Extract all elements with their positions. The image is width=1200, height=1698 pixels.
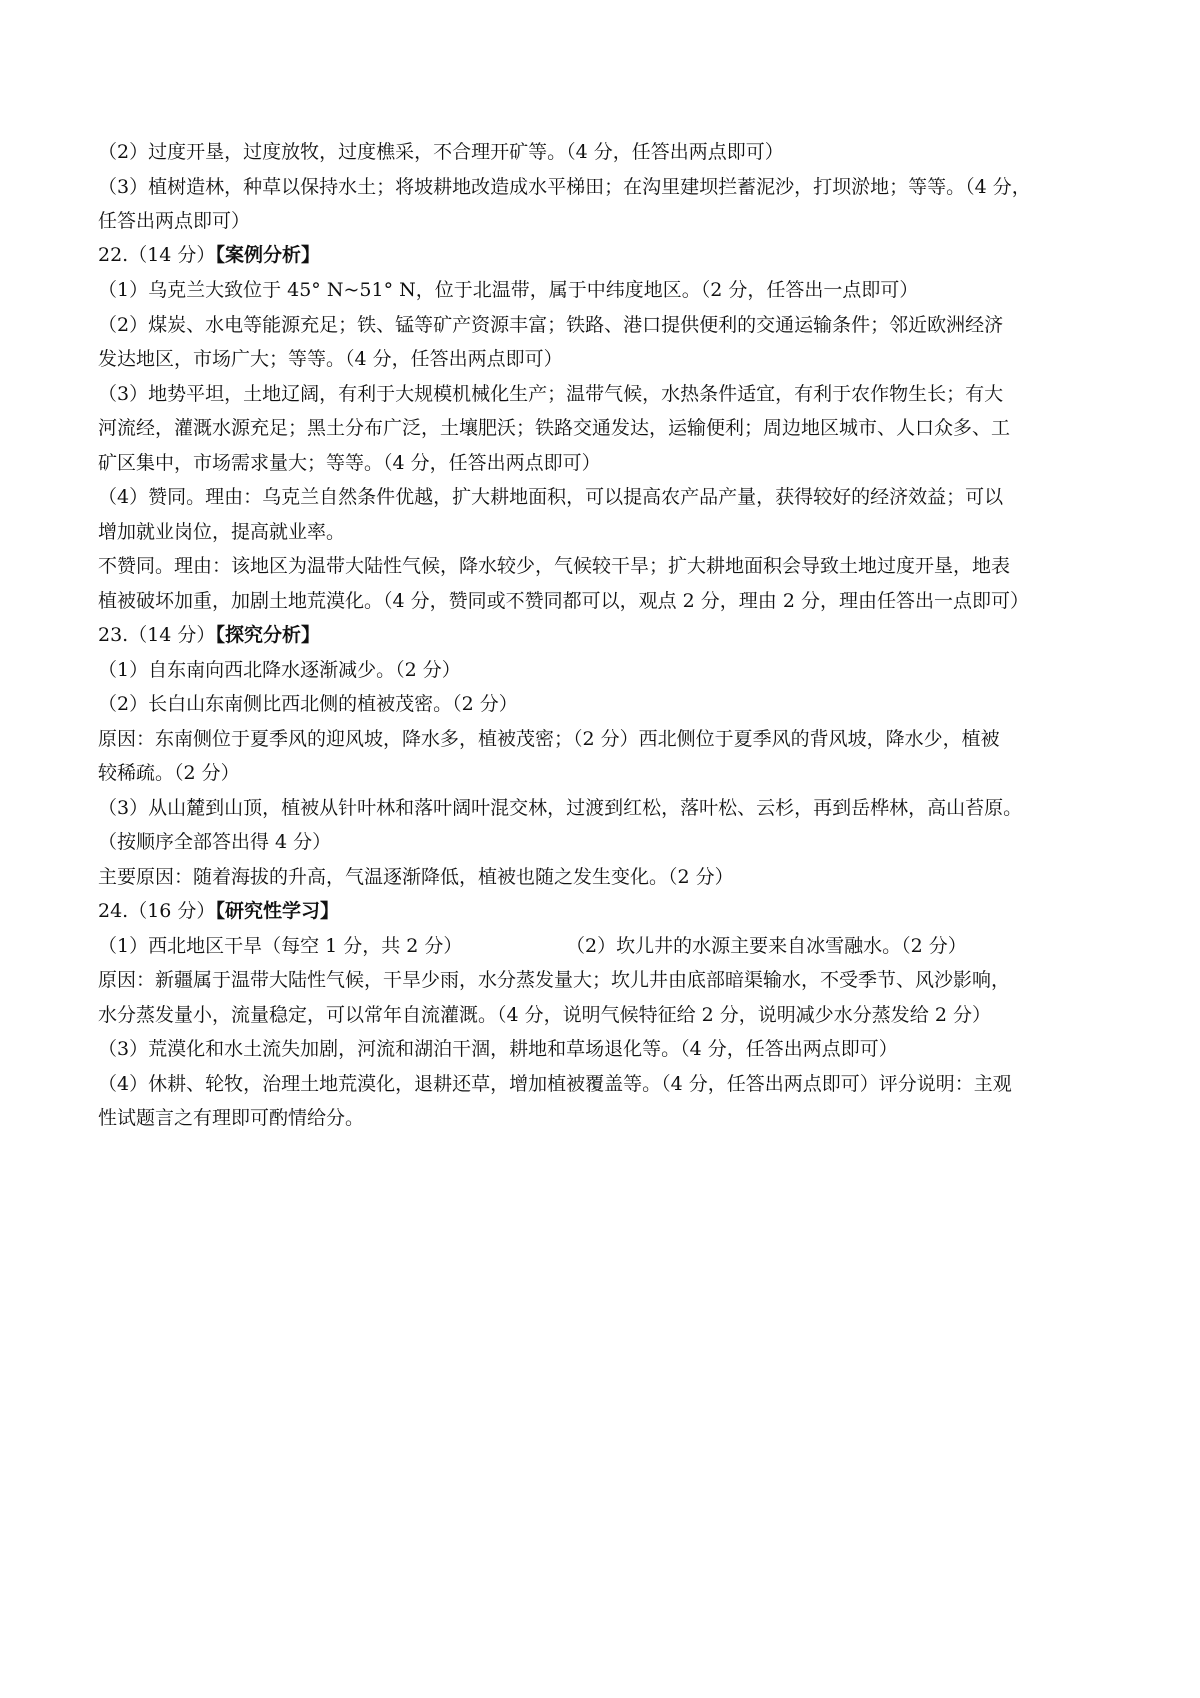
q24-title: 【研究性学习】 — [215, 900, 339, 922]
q21-answer-2: （2）过度开垦，过度放牧，过度樵采，不合理开矿等。（4 分，任答出两点即可） — [98, 141, 784, 163]
q22-title: 【案例分析】 — [215, 244, 320, 266]
q23-reason-line1: 原因：东南侧位于夏季风的迎风坡，降水多，植被茂密；（2 分）西北侧位于夏季风的背风坡，降水少，植被 — [98, 728, 1000, 750]
q24-answer-row — [98, 934, 1113, 958]
q24-answer-4-line1: （4）休耕、轮牧，治理土地荒漠化，退耕还草，增加植被覆盖等。（4 分，任答出两点即可）评分说明：主观 — [98, 1073, 1012, 1095]
q23-answer-3-line1: （3）从山麓到山顶，植被从针叶林和落叶阔叶混交林，过渡到红松，落叶松、云杉，再到岳桦林，高山苔原。 — [98, 797, 1023, 819]
q24-answer-4-line2: 性试题言之有理即可酌情给分。 — [98, 1107, 365, 1129]
q22-answer-1: （1）乌克兰大致位于 45° N~51° N，位于北温带，属于中纬度地区。（2 分，任答出一点即可） — [98, 279, 919, 301]
q24-reason-line1: 原因：新疆属于温带大陆性气候，干旱少雨，水分蒸发量大；坎儿井由底部暗渠输水，不受季节、风沙影响， — [98, 969, 1011, 991]
q22-heading — [98, 243, 1113, 267]
q22-answer-4-line1: （4）赞同。理由：乌克兰自然条件优越，扩大耕地面积，可以提高农产品产量，获得较好的经济效益；可以 — [98, 486, 1004, 508]
q22-answer-4-line4: 植被破坏加重，加剧土地荒漠化。（4 分，赞同或不赞同都可以，观点 2 分，理由 2 分，理由任答出一点即可） — [98, 590, 1029, 612]
q24-number: 24.（16 分） — [98, 900, 216, 922]
q24-answer-1: （1）西北地区干旱（每空 1 分，共 2 分） — [98, 935, 463, 957]
q22-answer-3-line3: 矿区集中，市场需求量大；等等。（4 分，任答出两点即可） — [98, 452, 601, 474]
q23-number: 23.（14 分） — [98, 624, 216, 646]
q22-answer-3-line1: （3）地势平坦，土地辽阔，有利于大规模机械化生产；温带气候，水热条件适宜，有利于农作物生长；有大 — [98, 383, 1004, 405]
q22-answer-3-line2: 河流经，灌溉水源充足；黑土分布广泛，土壤肥沃；铁路交通发达，运输便利；周边地区城市、人口众多、工 — [98, 417, 1011, 439]
q23-heading — [98, 623, 1113, 647]
q23-title: 【探究分析】 — [215, 624, 320, 646]
q21-answer-3-line1: （3）植树造林，种草以保持水土；将坡耕地改造成水平梯田；在沟里建坝拦蓄泥沙，打坝淤地；等等。（4 分， — [98, 176, 1031, 198]
q24-answer-3: （3）荒漠化和水土流失加剧，河流和湖泊干涸，耕地和草场退化等。（4 分，任答出两点即可） — [98, 1038, 898, 1060]
q22-answer-4-line3: 不赞同。理由：该地区为温带大陆性气候，降水较少，气候较干旱；扩大耕地面积会导致土地过度开垦，地表 — [98, 555, 1011, 577]
q21-answer-3-line2: 任答出两点即可） — [98, 210, 251, 232]
q24-reason-line2: 水分蒸发量小，流量稳定，可以常年自流灌溉。（4 分，说明气候特征给 2 分，说明减少水分蒸发给 2 分） — [98, 1004, 991, 1026]
q23-answer-2: （2）长白山东南侧比西北侧的植被茂密。（2 分） — [98, 693, 518, 715]
q22-answer-2-line1: （2）煤炭、水电等能源充足；铁、锰等矿产资源丰富；铁路、港口提供便利的交通运输条件；邻近欧洲经济 — [98, 314, 1004, 336]
q24-answer-2: （2）坎儿井的水源主要来自冰雪融水。（2 分） — [566, 935, 967, 957]
q24-heading — [98, 899, 1113, 923]
q23-answer-1: （1）自东南向西北降水逐渐减少。（2 分） — [98, 659, 461, 681]
q22-number: 22.（14 分） — [98, 244, 216, 266]
q22-answer-2-line2: 发达地区，市场广大；等等。（4 分，任答出两点即可） — [98, 348, 563, 370]
q23-main-reason: 主要原因：随着海拔的升高，气温逐渐降低，植被也随之发生变化。（2 分） — [98, 866, 734, 888]
q22-answer-4-line2: 增加就业岗位，提高就业率。 — [98, 521, 346, 543]
q23-answer-3-line2: （按顺序全部答出得 4 分） — [98, 831, 332, 853]
q23-reason-line2: 较稀疏。（2 分） — [98, 762, 240, 784]
